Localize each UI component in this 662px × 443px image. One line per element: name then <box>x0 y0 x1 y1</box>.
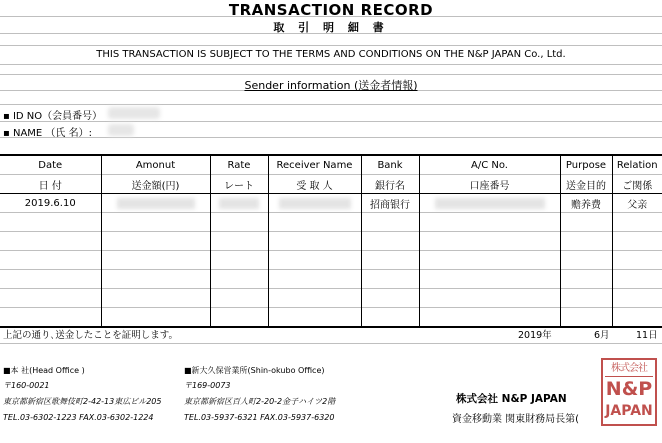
company-name: 株式会社 N&P JAPAN <box>456 393 567 405</box>
name-field <box>3 124 92 139</box>
table-row <box>0 232 662 251</box>
header-row-jp <box>0 175 662 194</box>
table-row <box>0 251 662 270</box>
head-office-postal: 〒160-0021 <box>3 381 50 390</box>
transaction-table <box>0 154 662 328</box>
sender-heading: Sender information (送金者情報) <box>244 79 418 92</box>
stamp-middle-text: N&P <box>605 378 653 400</box>
certification-day: 11日 <box>636 330 658 341</box>
id-value-redacted <box>108 107 160 119</box>
id-label: ID NO（会員番号） <box>12 111 103 122</box>
name-label: NAME （氏 名）: <box>12 128 92 139</box>
column-header: Rate <box>210 155 268 175</box>
id-field <box>3 107 102 122</box>
branch-office-postal: 〒169-0073 <box>184 381 231 390</box>
column-header-jp: 送金額(円) <box>101 175 210 194</box>
column-header: Purpose <box>560 155 612 175</box>
column-header-jp: 受 取 人 <box>268 175 361 194</box>
column-header-jp: 日 付 <box>0 175 101 194</box>
bullet-icon: ▪ <box>3 111 10 122</box>
column-header-jp: ご関係 <box>612 175 662 194</box>
purpose-cell: 赡养费 <box>560 194 612 213</box>
document-title: TRANSACTION RECORD <box>228 1 434 19</box>
document-subtitle: 取 引 明 細 書 <box>273 21 389 34</box>
stamp-top-text: 株式会社 <box>605 362 653 377</box>
certification-month: 6月 <box>594 330 610 341</box>
account-cell-redacted <box>419 194 560 213</box>
company-stamp <box>601 358 657 426</box>
branch-office-phone: TEL.03-5937-6321 FAX.03-5937-6320 <box>184 413 335 422</box>
name-value-redacted <box>108 124 134 136</box>
license-text: 資金移動業 関東財務局長第( <box>452 414 580 425</box>
table-row <box>0 308 662 328</box>
column-header: Bank <box>361 155 419 175</box>
relation-cell: 父亲 <box>612 194 662 213</box>
receiver-cell-redacted <box>268 194 361 213</box>
head-office-address: 東京都新宿区歌舞伎町2-42-13東広ビル205 <box>3 397 162 406</box>
bullet-icon: ▪ <box>3 128 10 139</box>
column-header: A/C No. <box>419 155 560 175</box>
branch-office-address: 東京都新宿区百人町2-20-2金子ハイツ2階 <box>184 397 336 406</box>
column-header: Amonut <box>101 155 210 175</box>
table-row <box>0 213 662 232</box>
table-row <box>0 194 662 213</box>
column-header-jp: 口座番号 <box>419 175 560 194</box>
head-office-phone: TEL.03-6302-1223 FAX.03-6302-1224 <box>3 413 154 422</box>
column-header-jp: 銀行名 <box>361 175 419 194</box>
table-row <box>0 289 662 308</box>
certification-year: 2019年 <box>518 330 552 341</box>
header-row-en <box>0 155 662 175</box>
rate-cell-redacted <box>210 194 268 213</box>
column-header: Date <box>0 155 101 175</box>
amount-cell-redacted <box>101 194 210 213</box>
certification-text: 上記の通り､送金したことを証明します。 <box>3 330 178 341</box>
column-header-jp: 送金目的 <box>560 175 612 194</box>
head-office-title: ■本 社(Head Office ) <box>3 366 85 375</box>
stamp-bottom-text: JAPAN <box>605 403 653 419</box>
terms-statement: THIS TRANSACTION IS SUBJECT TO THE TERMS AND CONDITIONS ON THE N&P JAPAN Co., Ltd. <box>96 49 566 60</box>
table-row <box>0 270 662 289</box>
branch-office-title: ■新大久保営業所(Shin-okubo Office) <box>184 366 325 375</box>
column-header-jp: レート <box>210 175 268 194</box>
column-header: Relation <box>612 155 662 175</box>
column-header: Receiver Name <box>268 155 361 175</box>
bank-cell: 招商银行 <box>361 194 419 213</box>
date-cell: 2019.6.10 <box>0 194 101 213</box>
